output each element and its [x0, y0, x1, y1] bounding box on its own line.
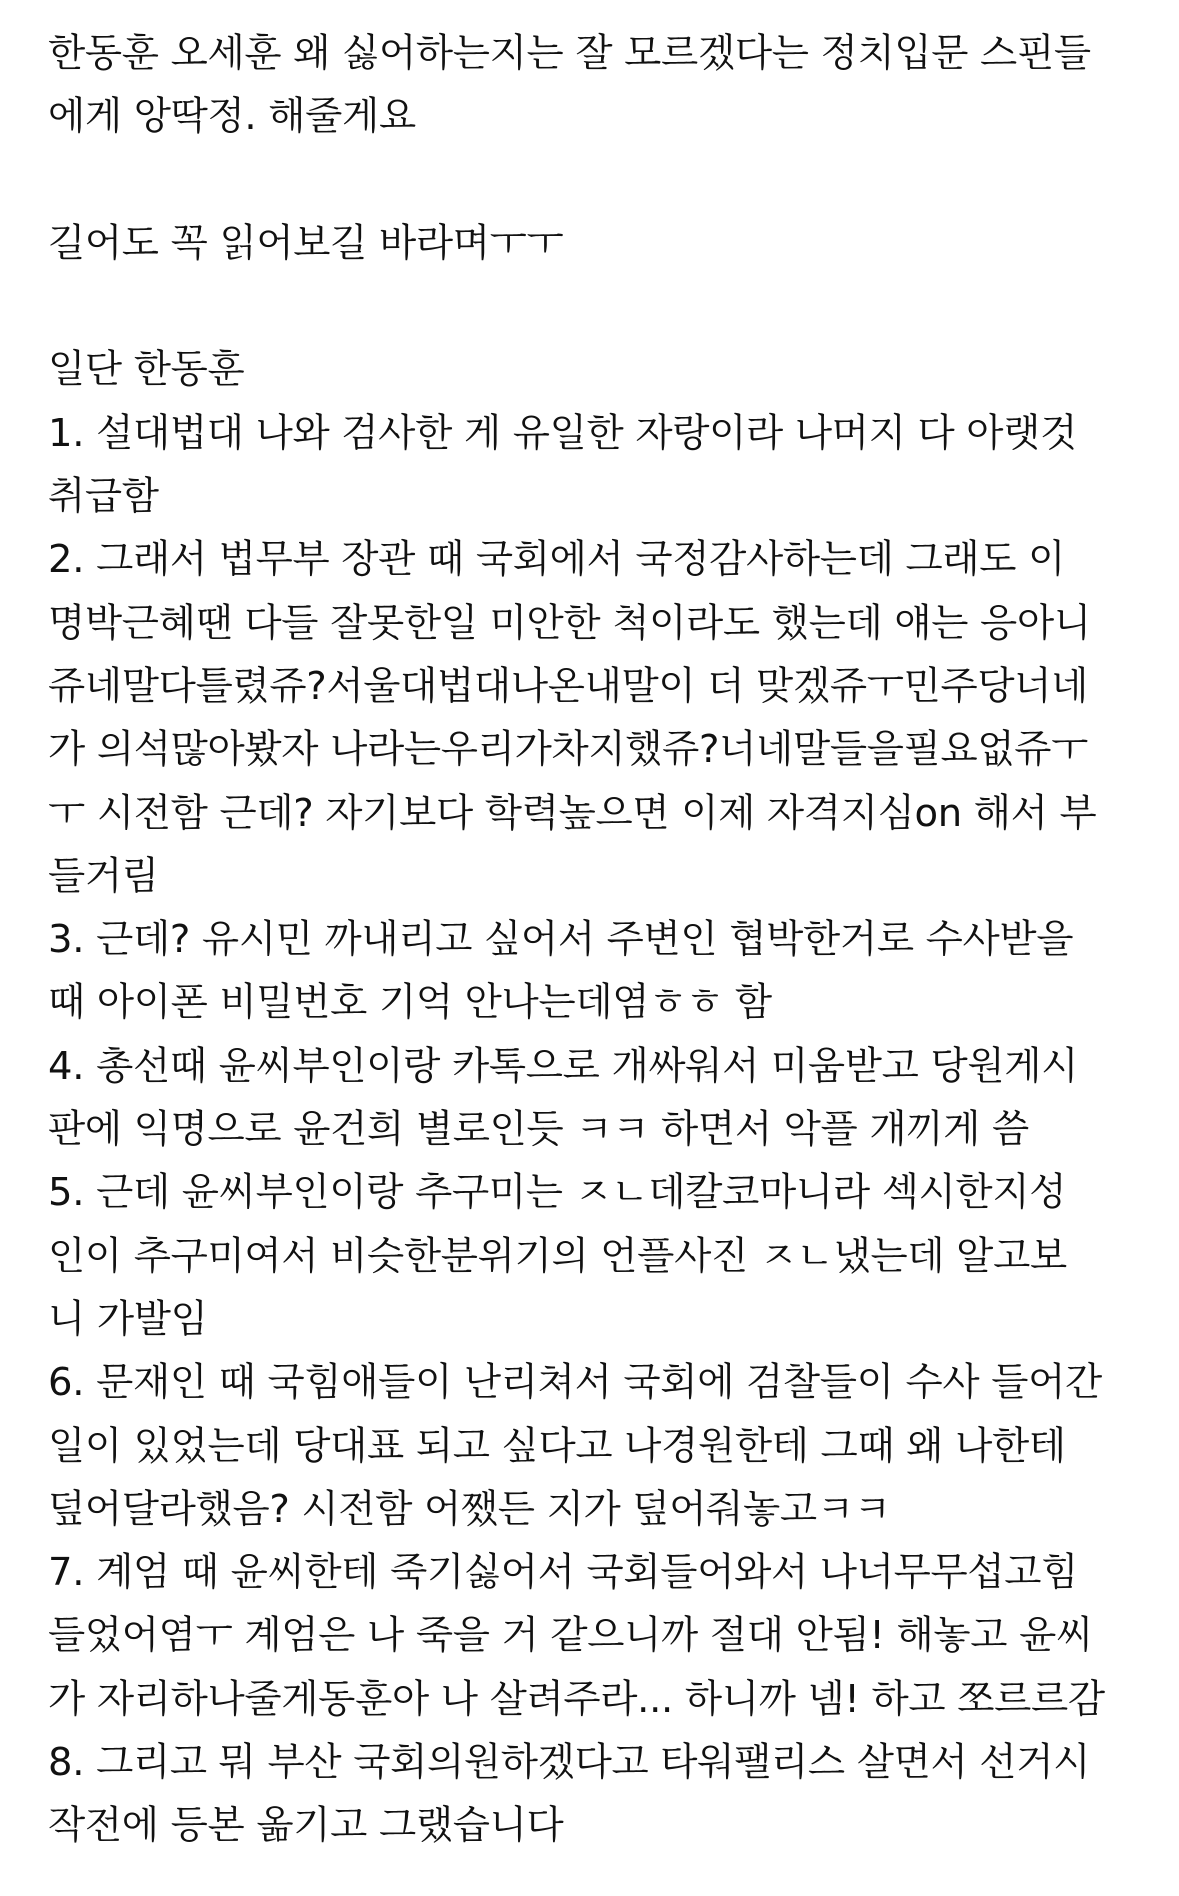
section-heading: 일단 한동훈 [48, 347, 245, 393]
text-line: 취급함 [48, 474, 159, 520]
text-line: 때 아이폰 비밀번호 기억 안나는데염ㅎㅎ 함 [48, 980, 772, 1026]
text-line: 3. 근데? 유시민 까내리고 싶어서 주변인 협박한거로 수사받을 [48, 917, 1074, 963]
text-line: 쥬네말다틀렸쥬?서울대법대나온내말이 더 맞겠쥬ㅜ민주당너네 [48, 663, 1089, 709]
text-line: 4. 총선때 윤씨부인이랑 카톡으로 개싸워서 미움받고 당원게시 [48, 1043, 1079, 1089]
text-line: 가 자리하나줄게동훈아 나 살려주라... 하니까 넴! 하고 쪼르르감 [48, 1676, 1105, 1722]
text-line: 명박근혜땐 다들 잘못한일 미안한 척이라도 했는데 얘는 응아니 [48, 600, 1091, 646]
text-line: 5. 근데 윤씨부인이랑 추구미는 ㅈㄴ데칼코마니라 섹시한지성 [48, 1170, 1067, 1216]
text-line: 덮어달라했음? 시전함 어쨌든 지가 덮어줘놓고ㅋㅋ [48, 1486, 891, 1532]
text-line: 2. 그래서 법무부 장관 때 국회에서 국정감사하는데 그래도 이 [48, 537, 1066, 583]
text-line: 인이 추구미여서 비슷한분위기의 언플사진 ㅈㄴ냈는데 알고보 [48, 1233, 1067, 1279]
text-line: 일이 있었는데 당대표 되고 싶다고 나경원한테 그때 왜 나한테 [48, 1423, 1066, 1469]
text-line: 들었어염ㅜ 계엄은 나 죽을 거 같으니까 절대 안됨! 해놓고 윤씨 [48, 1613, 1093, 1659]
text-line: 가 의석많아봤자 나라는우리가차지했쥬?너네말들을필요없쥬ㅜ [48, 727, 1089, 773]
text-line: 1. 설대법대 나와 검사한 게 유일한 자랑이라 나머지 다 아랫것 [48, 410, 1077, 456]
text-line: 8. 그리고 뭐 부산 국회의원하겠다고 타워팰리스 살면서 선거시 [48, 1740, 1090, 1786]
text-line: ㅜ 시전함 근데? 자기보다 학력높으면 이제 자격지심on 해서 부 [48, 790, 1097, 836]
text-line: 작전에 등본 옮기고 그랬습니다 [48, 1803, 564, 1849]
text-line: 판에 익명으로 윤건희 별로인듯 ㅋㅋ 하면서 악플 개끼게 씀 [48, 1107, 1029, 1153]
blank-line [48, 275, 1148, 338]
text-line: 니 가발임 [48, 1296, 208, 1342]
text-line: 6. 문재인 때 국힘애들이 난리쳐서 국회에 검찰들이 수사 들어간 [48, 1360, 1102, 1406]
request-line: 길어도 꼭 읽어보길 바라며ㅜㅜ [48, 220, 564, 266]
intro-line-1: 한동훈 오세훈 왜 싫어하는지는 잘 모르겠다는 정치입문 스핀들 [48, 31, 1091, 76]
blank-line [48, 149, 1148, 212]
post-body [48, 22, 1148, 1858]
text-line: 7. 계엄 때 윤씨한테 죽기싫어서 국회들어와서 나너무무섭고힘 [48, 1550, 1079, 1596]
text-line: 들거림 [48, 853, 159, 899]
intro-line-2: 에게 앙딱정. 해줄게요 [48, 94, 416, 140]
